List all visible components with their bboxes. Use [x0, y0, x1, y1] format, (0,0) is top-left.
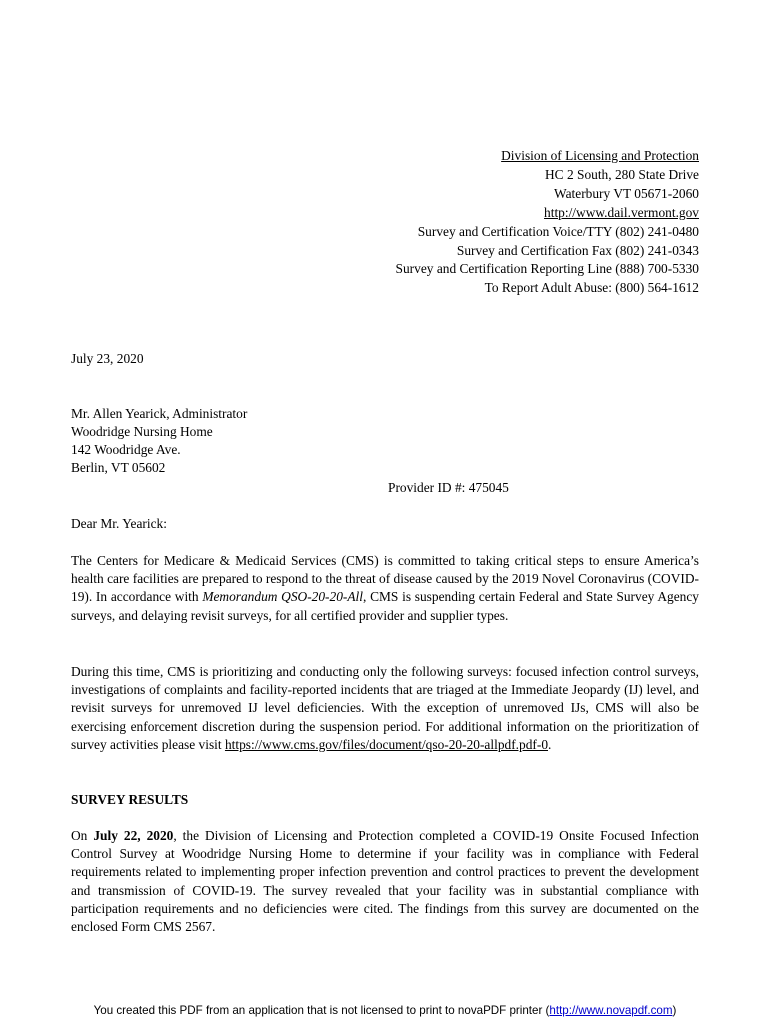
recipient-name: Mr. Allen Yearick, Administrator	[71, 406, 248, 421]
recipient-org: Woodridge Nursing Home	[71, 424, 213, 439]
paragraph-survey-results	[71, 827, 699, 936]
recipient-address	[71, 405, 247, 477]
address-line-2: Waterbury VT 05671-2060	[554, 185, 699, 201]
recipient-city: Berlin, VT 05602	[71, 460, 166, 475]
novapdf-footer	[0, 1004, 770, 1017]
paragraph-prioritization	[71, 663, 699, 754]
fax-line: Survey and Certification Fax (802) 241-0343	[456, 242, 699, 258]
recipient-street: 142 Woodridge Ave.	[71, 442, 181, 457]
novapdf-link[interactable]: http://www.novapdf.com	[549, 1004, 673, 1017]
section-heading-survey-results: SURVEY RESULTS	[71, 792, 189, 807]
address-line-1: HC 2 South, 280 State Drive	[545, 166, 699, 182]
provider-id: Provider ID #: 475045	[388, 480, 509, 495]
org-name: Division of Licensing and Protection	[501, 148, 699, 163]
cms-document-link[interactable]: https://www.cms.gov/files/document/qso-20-20-allpdf.pdf-0	[224, 736, 549, 752]
paragraph-prioritization-text: During this time, CMS is prioritizing and conducting only the following surveys: focused infection control surveys, investigations of complaints and facility-reported incidents that are triaged at the Immediate Jeopardy (IJ) level, and revisit surveys for unremoved IJ level deficiencies. With the exception of unremoved IJs, CMS will also be exercising enforcement discretion during the suspension period. For additional information on the prioritization of survey activities please visit	[71, 664, 699, 752]
memorandum-reference: Memorandum QSO-20-20-All	[202, 589, 363, 605]
paragraph-prioritization-end: .	[548, 736, 552, 752]
footer-text-before: You created this PDF from an application that is not licensed to print to novaPDF printer (	[93, 1004, 550, 1017]
salutation: Dear Mr. Yearick:	[71, 516, 167, 531]
paragraph-intro-text-b: , CMS is suspending certain Federal and State Survey Agency surveys, and delaying revisit surveys, for all certified provider and supplier types.	[71, 589, 699, 623]
paragraph-intro	[71, 552, 699, 625]
adult-abuse-line: To Report Adult Abuse: (800) 564-1612	[484, 280, 699, 296]
voice-tty-line: Survey and Certification Voice/TTY (802) 241-0480	[417, 223, 699, 239]
paragraph-results-text-a: On	[71, 828, 94, 843]
survey-date: July 22, 2020	[93, 828, 174, 843]
paragraph-results-text-b: , the Division of Licensing and Protection completed a COVID-19 Onsite Focused Infection Control Survey at Woodridge Nursing Home to determine if your facility was in compliance with Federal requirements related to implementing proper infection prevention and control practices to prevent the development and transmission of COVID-19. The survey revealed that your facility was in substantial compliance with participation requirements and no deficiencies were cited. The findings from this survey are documented on the enclosed Form CMS 2567.	[71, 828, 700, 935]
letter-date: July 23, 2020	[71, 351, 144, 366]
website-link[interactable]: http://www.dail.vermont.gov	[544, 204, 699, 220]
footer-text-after: )	[672, 1004, 677, 1017]
reporting-line: Survey and Certification Reporting Line (888) 700-5330	[395, 261, 699, 277]
paragraph-intro-text-a: The Centers for Medicare & Medicaid Services (CMS) is committed to taking critical steps to ensure America’s health care facilities are prepared to respond to the threat of disease caused by the 2019 Novel Coronavirus (COVID-19). In accordance with	[71, 553, 699, 605]
letterhead	[396, 147, 699, 298]
